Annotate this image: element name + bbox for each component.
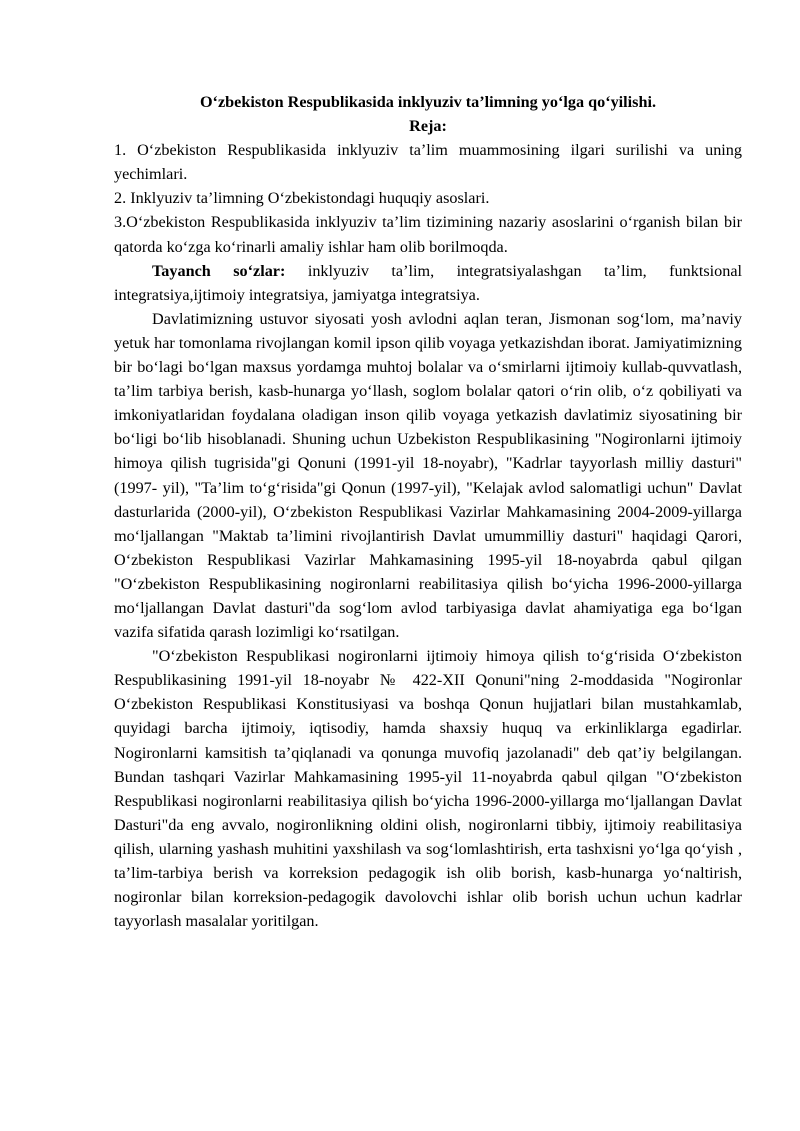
keywords-text: inklyuziv ta’lim, integratsiyalashgan ta’lim, funktsional integratsiya,ijtimoiy integratsiya, jamiyatga integratsiya.: [114, 261, 742, 304]
keywords-paragraph: [114, 259, 742, 307]
plan-heading: Reja:: [409, 117, 447, 136]
body-paragraph-1: Davlatimizning ustuvor siyosati yosh avlodni aqlan teran, Jismonan sog‘lom, ma’naviy yetuk har tomonlama rivojlangan komil ipson qilib voyaga yetkazishdan iborat. Jamiyatimizning bir bo‘lagi bo‘lgan maxsus yordamga muhtoj bolalar va o‘smirlarni ijtimoiy kullab-quvvatlash, ta’lim tarbiya berish, kasb-hunarga yo‘llash, soglom bolalar qatori o‘rin olib, o‘z qobiliyati va imkoniyatlaridan foydalana oladigan inson qilib voyaga yetkazish davlatimiz siyosatining bir bo‘ligi bo‘lib hisoblanadi. Shuning uchun Uzbekiston Respublikasining "Nogironlarni ijtimoiy himoya qilish tugrisida"gi Qonuni (1991-yil 18-noyabr), "Kadrlar tayyorlash milliy dasturi" (1997- yil), "Ta’lim to‘g‘risida"gi Qonun (1997-yil), "Kelajak avlod salomatligi uchun" Davlat dasturlarida (2000-yil), O‘zbekiston Respublikasi Vazirlar Mahkamasining 2004-2009-yillarga mo‘ljallangan "Maktab ta’limini rivojlantirish Davlat umummilliy dasturi" haqidagi Qarori, O‘zbekiston Respublikasi Vazirlar Mahkamasining 1995-yil 18-noyabrda qabul qilgan "O‘zbekiston Respublikasining nogironlarni reabilitasiya qilish bo‘yicha 1996-2000-yillarga mo‘ljallangan Davlat dasturi"da sog‘lom avlod tarbiyasiga davlat ahamiyatiga ega bo‘lgan vazifa sifatida qarash lozimligi ko‘rsatilgan.: [114, 309, 742, 642]
plan-list: [114, 138, 742, 258]
body-paragraph-2: "O‘zbekiston Respublikasi nogironlarni ijtimoiy himoya qilish to‘g‘risida O‘zbekiston Respublikasining 1991-yil 18-noyabr № 422-XII Qonuni"ning 2-moddasida "Nogironlar O‘zbekiston Respublikasi Konstitusiyasi va boshqa Qonun hujjatlari bilan mustahkamlab, quyidagi barcha ijtimoiy, iqtisodiy, hamda shaxsiy huquq va erkinliklarga egadirlar. Nogironlarni kamsitish ta’qiqlanadi va qonunga muvofiq jazolanadi" deb qat’iy belgilangan. Bundan tashqari Vazirlar Mahkamasining 1995-yil 11-noyabrda qabul qilgan "O‘zbekiston Respublikasi nogironlarni reabilitasiya qilish bo‘yicha 1996-2000-yillarga mo‘ljallangan Davlat Dasturi"da eng avvalo, nogironlikning oldini olish, nogironlarni tibbiy, ijtimoiy reabilitasiya qilish, ularning yashash muhitini yaxshilash va sog‘lomlashtirish, erta tashxisni yo‘lga qo‘yish , ta’lim-tarbiya berish va korreksion pedagogik ish olib borish, kasb-hunarga yo‘naltirish, nogironlar bilan korreksion-pedagogik davolovchi ishlar olib borish uchun uchun kadrlar tayyorlash masalalar yoritilgan.: [114, 647, 742, 931]
document-title: O‘zbekiston Respublikasida inklyuziv ta’limning yo‘lga qo‘yilishi.: [199, 93, 657, 111]
document-page: [114, 90, 742, 933]
plan-item-2: 2. Inklyuziv ta’limning O‘zbekistondagi huquqiy asoslari.: [114, 189, 490, 208]
keywords-label: Tayanch so‘zlar:: [152, 261, 286, 280]
plan-item-1: 1. O‘zbekiston Respublikasida inklyuziv ta’lim muammosining ilgari surilishi va uning yechimlari.: [114, 141, 742, 184]
plan-item-3: 3.O‘zbekiston Respublikasida inklyuziv ta’lim tizimining nazariy asoslarini o‘rganish bilan bir qatorda ko‘zga ko‘rinarli amaliy ishlar ham olib borilmoqda.: [114, 213, 742, 256]
